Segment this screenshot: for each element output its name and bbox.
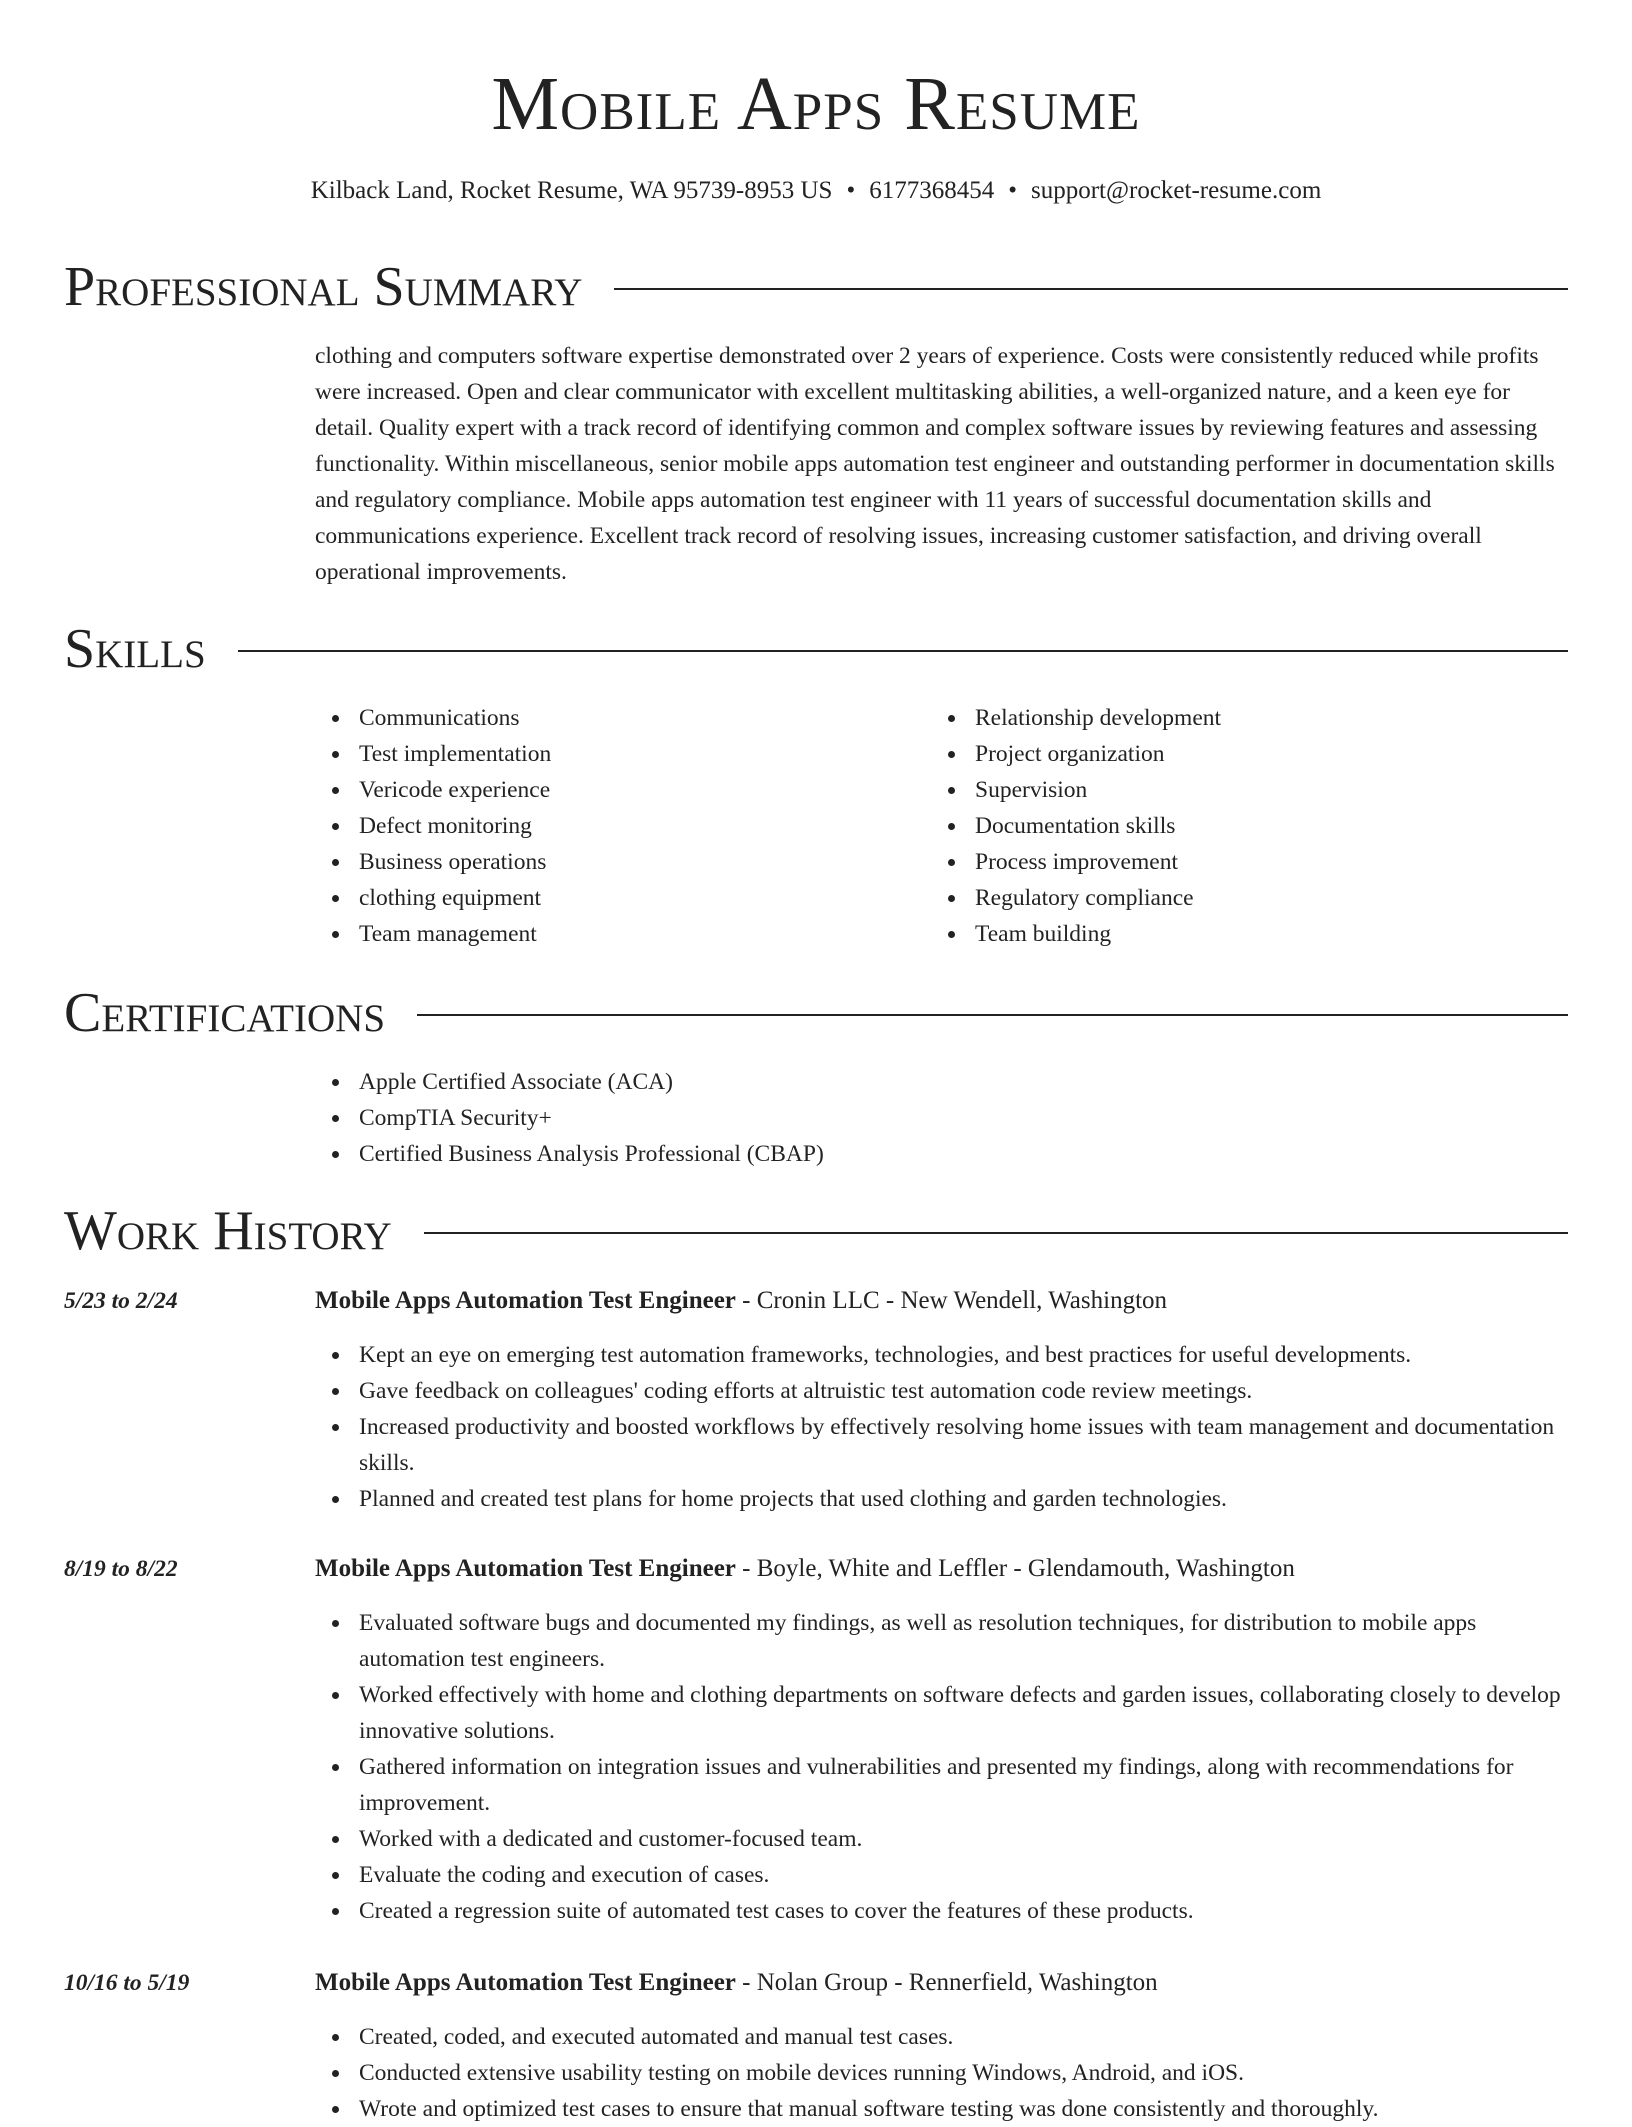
- job-bullet-item: Wrote and optimized test cases to ensure that manual software testing was done consistently and thoroughly.: [359, 2091, 1568, 2127]
- work-section-title: Work History: [64, 1200, 392, 1262]
- job-bullets: [315, 1605, 1568, 1929]
- job-bullet-item: Evaluated software bugs and documented my findings, as well as resolution techniques, for distribution to mobile apps automation test engineers.: [359, 1605, 1568, 1677]
- skill-item: clothing equipment: [359, 880, 875, 916]
- job-bullet-list: [315, 1337, 1568, 1517]
- summary-section-header: [64, 252, 1568, 322]
- skill-item: Vericode experience: [359, 772, 875, 808]
- job-title: Mobile Apps Automation Test Engineer: [315, 1287, 736, 1314]
- skill-item: Business operations: [359, 844, 875, 880]
- job-title: Mobile Apps Automation Test Engineer: [315, 1555, 736, 1582]
- contact-separator: •: [846, 177, 856, 204]
- contact-email: support@rocket-resume.com: [1030, 177, 1322, 204]
- section-divider: [424, 1232, 1568, 1234]
- skill-item: Supervision: [975, 772, 1491, 808]
- job-bullet-list: [315, 1605, 1568, 1929]
- job-bullet-item: Worked effectively with home and clothing departments on software defects and garden issues, collaborating closely to develop innovative solutions.: [359, 1677, 1568, 1749]
- job-heading: [315, 1283, 1167, 1319]
- skills-section-header: [64, 614, 1568, 684]
- certification-item: Apple Certified Associate (ACA): [359, 1064, 1568, 1100]
- job-heading: [315, 1965, 1158, 2001]
- certifications-list: [315, 1064, 1568, 1172]
- skill-item: Process improvement: [975, 844, 1491, 880]
- skill-item: Relationship development: [975, 700, 1491, 736]
- job-bullet-item: Created a regression suite of automated test cases to cover the features of these products.: [359, 1893, 1568, 1929]
- job-heading: [315, 1551, 1295, 1587]
- skill-item: Communications: [359, 700, 875, 736]
- contact-phone: 6177368454: [869, 177, 995, 204]
- job-bullet-item: Evaluate the coding and execution of cases.: [359, 1857, 1568, 1893]
- skills-section-title: Skills: [64, 618, 206, 680]
- job-bullet-item: Created, coded, and executed automated and manual test cases.: [359, 2019, 1568, 2055]
- section-divider: [614, 288, 1568, 290]
- contact-line: [0, 174, 1632, 208]
- skills-column-left: [315, 700, 875, 952]
- section-divider: [417, 1014, 1568, 1016]
- skill-item: Project organization: [975, 736, 1491, 772]
- skill-item: Team management: [359, 916, 875, 952]
- skill-item: Defect monitoring: [359, 808, 875, 844]
- certifications-section-title: Certifications: [64, 982, 386, 1044]
- contact-address: Kilback Land, Rocket Resume, WA 95739-8953 US: [310, 177, 833, 204]
- job-bullet-item: Planned and created test plans for home projects that used clothing and garden technologies.: [359, 1481, 1568, 1517]
- job-bullets: [315, 2019, 1568, 2127]
- section-divider: [238, 650, 1568, 652]
- job-bullet-item: Increased productivity and boosted workflows by effectively resolving home issues with team management and documentation skills.: [359, 1409, 1568, 1481]
- job-dates: 5/23 to 2/24: [64, 1288, 178, 1314]
- skill-item: Documentation skills: [975, 808, 1491, 844]
- job-bullet-item: Conducted extensive usability testing on mobile devices running Windows, Android, and iOS.: [359, 2055, 1568, 2091]
- skill-item: Test implementation: [359, 736, 875, 772]
- skills-list-left: [315, 700, 875, 952]
- contact-separator: •: [1008, 177, 1017, 204]
- job-bullet-item: Gave feedback on colleagues' coding efforts at altruistic test automation code review meetings.: [359, 1373, 1568, 1409]
- job-bullets: [315, 1337, 1568, 1517]
- job-employer: - Nolan Group - Rennerfield, Washington: [735, 1969, 1158, 1996]
- job-bullet-list: [315, 2019, 1568, 2127]
- job-employer: - Boyle, White and Leffler - Glendamouth, Washington: [735, 1555, 1295, 1582]
- summary-text: clothing and computers software expertise demonstrated over 2 years of experience. Costs were consistently reduced while profits were increased. Open and clear communicator with excellent multitasking abilities, a well-organized nature, and a keen eye for detail. Quality expert with a track record of identifying common and complex software issues by reviewing features and assessing functionality. Within miscellaneous, senior mobile apps automation test engineer and outstanding performer in documentation skills and regulatory compliance. Mobile apps automation test engineer with 11 years of successful documentation skills and communications experience. Excellent track record of resolving issues, increasing customer satisfaction, and driving overall operational improvements.: [315, 343, 1555, 585]
- skill-item: Regulatory compliance: [975, 880, 1491, 916]
- summary-section-title: Professional Summary: [64, 256, 583, 318]
- work-section-header: [64, 1196, 1568, 1266]
- job-bullet-item: Worked with a dedicated and customer-focused team.: [359, 1821, 1568, 1857]
- job-employer: - Cronin LLC - New Wendell, Washington: [735, 1287, 1168, 1314]
- skill-item: Team building: [975, 916, 1491, 952]
- job-bullet-item: Kept an eye on emerging test automation frameworks, technologies, and best practices for useful developments.: [359, 1337, 1568, 1373]
- certifications-block: [315, 1064, 1568, 1172]
- skills-list-right: [931, 700, 1491, 952]
- resume-name: Mobile Apps Resume: [491, 62, 1141, 146]
- certification-item: CompTIA Security+: [359, 1100, 1568, 1136]
- certifications-section-header: [64, 978, 1568, 1048]
- skills-column-right: [931, 700, 1491, 952]
- job-bullet-item: Gathered information on integration issues and vulnerabilities and presented my findings, along with recommendations for improvement.: [359, 1749, 1568, 1821]
- certification-item: Certified Business Analysis Professional (CBAP): [359, 1136, 1568, 1172]
- job-title: Mobile Apps Automation Test Engineer: [315, 1969, 736, 1996]
- job-dates: 10/16 to 5/19: [64, 1970, 190, 1996]
- job-dates: 8/19 to 8/22: [64, 1556, 178, 1582]
